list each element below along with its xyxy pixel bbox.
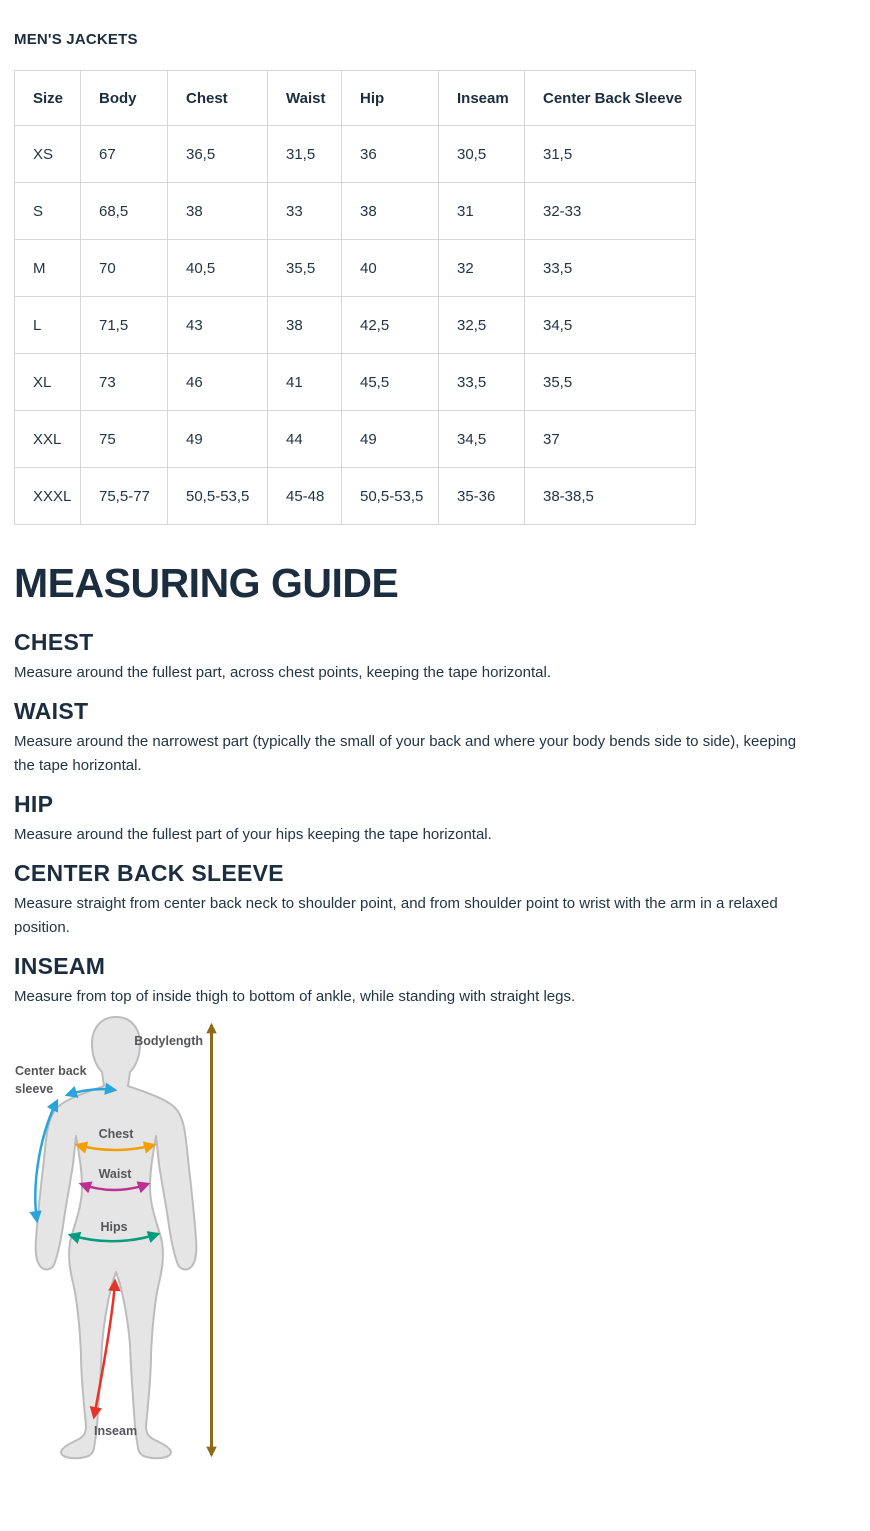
table-cell: 34,5 bbox=[525, 297, 696, 354]
section-text-chest: Measure around the fullest part, across chest points, keeping the tape horizontal. bbox=[14, 664, 551, 681]
table-cell: 38 bbox=[268, 297, 342, 354]
column-header-chest: Chest bbox=[168, 71, 268, 126]
table-cell: 71,5 bbox=[81, 297, 168, 354]
table-cell: 31 bbox=[439, 183, 525, 240]
column-header-body: Body bbox=[81, 71, 168, 126]
table-cell: 35-36 bbox=[439, 468, 525, 525]
center-back-sleeve-label-line1: Center back bbox=[15, 1064, 87, 1078]
hips-label: Hips bbox=[100, 1220, 128, 1234]
section-title-center-back-sleeve: CENTER BACK SLEEVE bbox=[14, 860, 284, 886]
section-text-inseam: Measure from top of inside thigh to bottom of ankle, while standing with straight legs. bbox=[14, 988, 576, 1005]
table-cell: 33 bbox=[268, 183, 342, 240]
measuring-diagram bbox=[0, 1015, 235, 1475]
table-cell: L bbox=[15, 297, 81, 354]
section-text-waist: Measure around the narrowest part (typically the small of your back and where your body bends side to side), keeping the tape horizontal. bbox=[14, 733, 797, 774]
page-title: MEN'S JACKETS bbox=[14, 31, 138, 48]
section-title-inseam: INSEAM bbox=[14, 953, 106, 979]
section-title-chest: CHEST bbox=[14, 629, 94, 655]
table-cell: 70 bbox=[81, 240, 168, 297]
table-cell: 34,5 bbox=[439, 411, 525, 468]
table-cell: 45-48 bbox=[268, 468, 342, 525]
size-chart-table bbox=[14, 70, 696, 525]
waist-label: Waist bbox=[98, 1167, 132, 1181]
section-text-hip: Measure around the fullest part of your hips keeping the tape horizontal. bbox=[14, 826, 492, 843]
column-header-hip: Hip bbox=[342, 71, 439, 126]
table-cell: 75,5-77 bbox=[81, 468, 168, 525]
table-row bbox=[15, 183, 696, 240]
bodylength-label: Bodylength bbox=[134, 1034, 203, 1048]
column-header-center-back-sleeve: Center Back Sleeve bbox=[525, 71, 696, 126]
table-cell: 67 bbox=[81, 126, 168, 183]
table-cell: 68,5 bbox=[81, 183, 168, 240]
column-header-waist: Waist bbox=[268, 71, 342, 126]
inseam-label: Inseam bbox=[94, 1424, 138, 1438]
table-cell: S bbox=[15, 183, 81, 240]
section-title-waist: WAIST bbox=[14, 698, 89, 724]
table-header-row bbox=[15, 71, 696, 126]
table-cell: 38 bbox=[342, 183, 439, 240]
table-row bbox=[15, 468, 696, 525]
table-cell: 40,5 bbox=[168, 240, 268, 297]
table-cell: 33,5 bbox=[525, 240, 696, 297]
table-cell: XXL bbox=[15, 411, 81, 468]
table-cell: 45,5 bbox=[342, 354, 439, 411]
table-cell: 49 bbox=[168, 411, 268, 468]
table-cell: 35,5 bbox=[268, 240, 342, 297]
table-cell: 33,5 bbox=[439, 354, 525, 411]
table-cell: 37 bbox=[525, 411, 696, 468]
table-cell: 36 bbox=[342, 126, 439, 183]
table-row bbox=[15, 297, 696, 354]
section-text-center-back-sleeve: Measure straight from center back neck to shoulder point, and from shoulder point to wrist with the arm in a relaxed position. bbox=[14, 895, 778, 936]
table-cell: 35,5 bbox=[525, 354, 696, 411]
table-cell: 32,5 bbox=[439, 297, 525, 354]
table-cell: M bbox=[15, 240, 81, 297]
table-cell: 31,5 bbox=[268, 126, 342, 183]
table-cell: 32 bbox=[439, 240, 525, 297]
measuring-guide-title: MEASURING GUIDE bbox=[14, 560, 399, 606]
table-cell: XL bbox=[15, 354, 81, 411]
table-row bbox=[15, 411, 696, 468]
table-row bbox=[15, 126, 696, 183]
body-silhouette bbox=[36, 1017, 197, 1458]
column-header-size: Size bbox=[15, 71, 81, 126]
table-cell: 43 bbox=[168, 297, 268, 354]
table-cell: 31,5 bbox=[525, 126, 696, 183]
table-cell: 44 bbox=[268, 411, 342, 468]
table-row bbox=[15, 354, 696, 411]
chest-label: Chest bbox=[98, 1127, 134, 1141]
center-back-sleeve-label-line2: sleeve bbox=[15, 1082, 54, 1096]
table-cell: 38 bbox=[168, 183, 268, 240]
table-row bbox=[15, 240, 696, 297]
table-cell: 32-33 bbox=[525, 183, 696, 240]
column-header-inseam: Inseam bbox=[439, 71, 525, 126]
table-cell: XXXL bbox=[15, 468, 81, 525]
table-cell: 36,5 bbox=[168, 126, 268, 183]
table-cell: 73 bbox=[81, 354, 168, 411]
table-cell: XS bbox=[15, 126, 81, 183]
table-cell: 50,5-53,5 bbox=[168, 468, 268, 525]
table-cell: 75 bbox=[81, 411, 168, 468]
table-cell: 40 bbox=[342, 240, 439, 297]
table-cell: 49 bbox=[342, 411, 439, 468]
table-cell: 50,5-53,5 bbox=[342, 468, 439, 525]
table-cell: 38-38,5 bbox=[525, 468, 696, 525]
table-cell: 42,5 bbox=[342, 297, 439, 354]
section-title-hip: HIP bbox=[14, 791, 54, 817]
table-cell: 41 bbox=[268, 354, 342, 411]
table-cell: 30,5 bbox=[439, 126, 525, 183]
table-cell: 46 bbox=[168, 354, 268, 411]
